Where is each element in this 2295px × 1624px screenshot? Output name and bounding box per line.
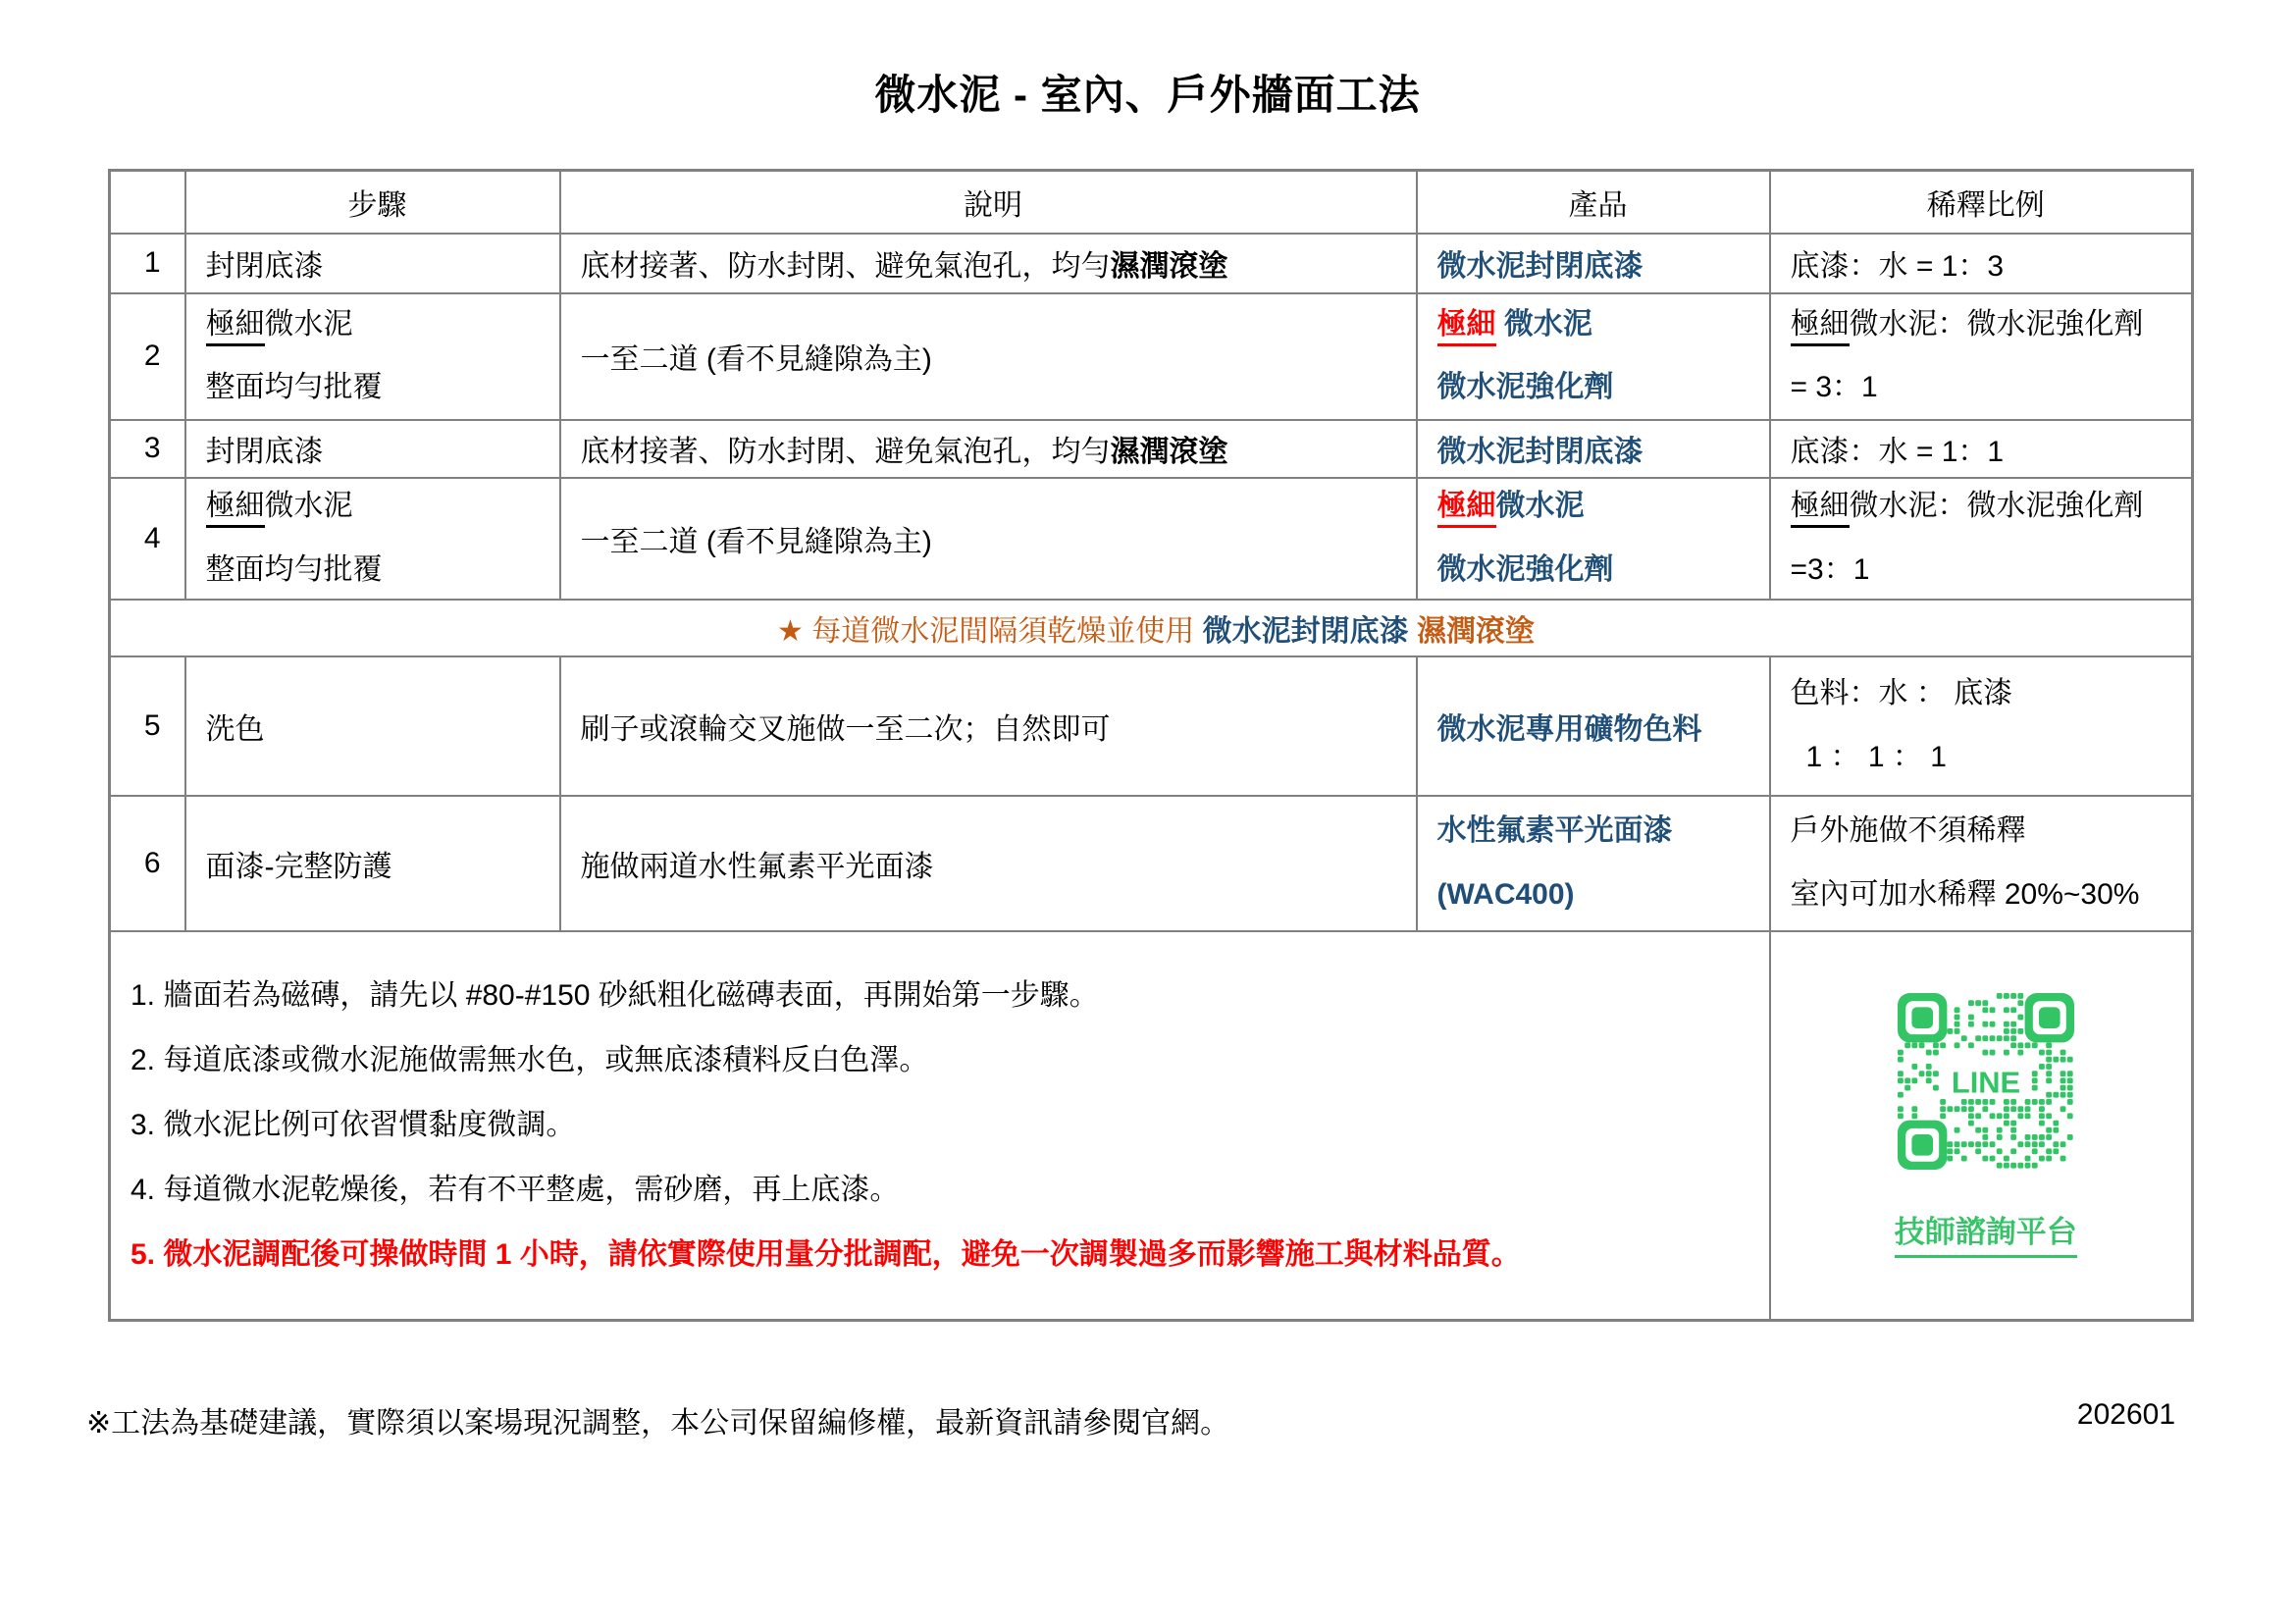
row4-step-line2: 整面均勻批覆 xyxy=(205,552,383,586)
row3-product xyxy=(1417,420,1770,478)
row4-ratio-line1 xyxy=(1791,490,2182,524)
row5-description: 刷子或滾輪交叉施做一至二次；自然即可 xyxy=(560,656,1417,796)
row5-ratio-line2: 1 ： 1 ： 1 xyxy=(1805,740,1947,773)
row6-ratio-line2: 室內可加水稀釋 20%~30% xyxy=(1790,877,2140,911)
row2-product-blue: 微水泥 xyxy=(1495,307,1592,341)
row1-description xyxy=(560,234,1417,293)
footer-version-number: 202601 xyxy=(2076,1398,2175,1431)
row6-ratio-line1: 戶外施做不須稀釋 xyxy=(1790,814,2026,848)
process-table xyxy=(108,169,2194,1322)
row6-description: 施做兩道水性氟素平光面漆 xyxy=(560,796,1417,931)
row5-product xyxy=(1417,656,1770,796)
table-row xyxy=(110,796,2193,931)
table-row xyxy=(110,656,2193,796)
row6-product-line2: (WAC400) xyxy=(1436,877,1575,911)
page-footer xyxy=(86,1398,2175,1441)
table-row xyxy=(110,478,2193,600)
header-product: 產品 xyxy=(1417,171,1770,234)
star-note-product: 微水泥封閉底漆 xyxy=(1202,614,1409,648)
row2-product-line2: 微水泥強化劑 xyxy=(1436,371,1614,404)
row2-step-underlined: 極細 xyxy=(206,308,265,346)
header-ratio: 稀釋比例 xyxy=(1770,171,2193,234)
row2-step-rest: 微水泥 xyxy=(264,307,353,341)
row4-description: 一至二道 (看不見縫隙為主) xyxy=(560,478,1417,600)
note-item-5: 5. 微水泥調配後可操做時間 1 小時，請依實際使用量分批調配，避免一次調製過多而影響施工與材料品質。 xyxy=(130,1238,1521,1272)
page-title: 微水泥 - 室內、戶外牆面工法 xyxy=(874,72,1421,118)
row4-ratio xyxy=(1770,478,2193,600)
row3-ratio: 底漆：水 = 1：1 xyxy=(1770,420,2193,478)
row4-step xyxy=(185,478,560,600)
table-row xyxy=(110,420,2193,478)
row1-product xyxy=(1417,234,1770,293)
row4-ratio-underlined: 極細 xyxy=(1791,490,1850,528)
row5-ratio-line1: 色料：水 ： 底漆 xyxy=(1790,677,2013,710)
notes-cell xyxy=(110,931,1770,1321)
row1-number: 1 xyxy=(110,234,185,293)
star-note-tail: 濕潤滾塗 xyxy=(1408,614,1535,648)
row6-step: 面漆-完整防護 xyxy=(185,796,560,931)
row4-ratio-rest: 微水泥：微水泥強化劑 xyxy=(1849,490,2144,523)
row3-desc-text: 底材接著、防水封閉、避免氣泡孔，均勻 xyxy=(580,436,1111,469)
technician-consult-link[interactable]: 技師諮詢平台 xyxy=(1895,1207,2077,1258)
row1-desc-bold-text: 濕潤滾塗 xyxy=(1110,250,1228,284)
row2-step-line1 xyxy=(206,308,549,342)
row3-description xyxy=(560,420,1417,478)
table-row xyxy=(110,234,2193,293)
row1-ratio: 底漆：水 = 1：3 xyxy=(1770,234,2193,293)
star-note-text: 每道微水泥間隔須乾燥並使用 xyxy=(811,614,1203,648)
row2-ratio xyxy=(1770,293,2193,420)
star-note-row xyxy=(110,600,2193,656)
row6-product xyxy=(1417,796,1770,931)
row2-ratio-rest: 微水泥：微水泥強化劑 xyxy=(1849,307,2144,341)
row4-number: 4 xyxy=(110,478,185,600)
svg-text:LINE: LINE xyxy=(1951,1065,2020,1100)
row2-number: 2 xyxy=(110,293,185,420)
star-note-cell xyxy=(110,600,2193,656)
notes-row xyxy=(110,931,2193,1321)
row2-ratio-line1 xyxy=(1791,308,2182,342)
row4-ratio-line2: =3：1 xyxy=(1790,552,1870,586)
row2-description: 一至二道 (看不見縫隙為主) xyxy=(560,293,1417,420)
row2-product-red: 極細 xyxy=(1437,308,1496,346)
row4-product-line2: 微水泥強化劑 xyxy=(1436,552,1614,586)
row4-product-line1 xyxy=(1437,490,1759,524)
row2-ratio-line2: = 3：1 xyxy=(1790,371,1878,404)
star-icon: ★ xyxy=(777,614,812,648)
row3-number: 3 xyxy=(110,420,185,478)
row4-product xyxy=(1417,478,1770,600)
table-header-row xyxy=(110,171,2193,234)
row4-product-blue: 微水泥 xyxy=(1495,490,1585,523)
note-item-2: 2. 每道底漆或微水泥施做需無水色，或無底漆積料反白色澤。 xyxy=(130,1044,929,1077)
row3-desc-bold-text: 濕潤滾塗 xyxy=(1110,436,1228,469)
header-empty xyxy=(110,171,185,234)
row4-step-rest: 微水泥 xyxy=(264,490,353,523)
row3-step: 封閉底漆 xyxy=(185,420,560,478)
qr-cell xyxy=(1770,931,2193,1321)
row2-step-line2: 整面均勻批覆 xyxy=(205,371,383,404)
row2-step xyxy=(185,293,560,420)
row6-number: 6 xyxy=(110,796,185,931)
note-item-1: 1. 牆面若為磁磚，請先以 #80-#150 砂紙粗化磁磚表面，再開始第一步驟。 xyxy=(130,979,1099,1013)
row4-step-line1 xyxy=(206,490,549,524)
row1-step: 封閉底漆 xyxy=(185,234,560,293)
row6-ratio xyxy=(1770,796,2193,931)
row1-desc-text: 底材接著、防水封閉、避免氣泡孔，均勻 xyxy=(580,250,1111,284)
row3-product-text: 微水泥封閉底漆 xyxy=(1436,436,1643,469)
note-item-4: 4. 每道微水泥乾燥後，若有不平整處，需砂磨，再上底漆。 xyxy=(130,1174,900,1207)
row5-ratio xyxy=(1770,656,2193,796)
row4-step-underlined: 極細 xyxy=(206,490,265,528)
header-description: 說明 xyxy=(560,171,1417,234)
footer-disclaimer-text: ※工法為基礎建議，實際須以案場現況調整，本公司保留編修權，最新資訊請參閱官網。 xyxy=(86,1407,1230,1440)
row6-product-line1: 水性氟素平光面漆 xyxy=(1436,814,1673,848)
row2-product-line1 xyxy=(1437,308,1759,342)
row5-product-text: 微水泥專用礦物色料 xyxy=(1436,712,1702,746)
row1-product-text: 微水泥封閉底漆 xyxy=(1436,250,1643,284)
row4-product-red: 極細 xyxy=(1437,490,1496,528)
row2-ratio-underlined: 極細 xyxy=(1791,308,1850,346)
row5-number: 5 xyxy=(110,656,185,796)
header-step: 步驟 xyxy=(185,171,560,234)
row2-product xyxy=(1417,293,1770,420)
line-qr-code-image xyxy=(1898,993,2074,1178)
row5-step: 洗色 xyxy=(185,656,560,796)
table-row xyxy=(110,293,2193,420)
note-item-3: 3. 微水泥比例可依習慣黏度微調。 xyxy=(130,1109,576,1142)
